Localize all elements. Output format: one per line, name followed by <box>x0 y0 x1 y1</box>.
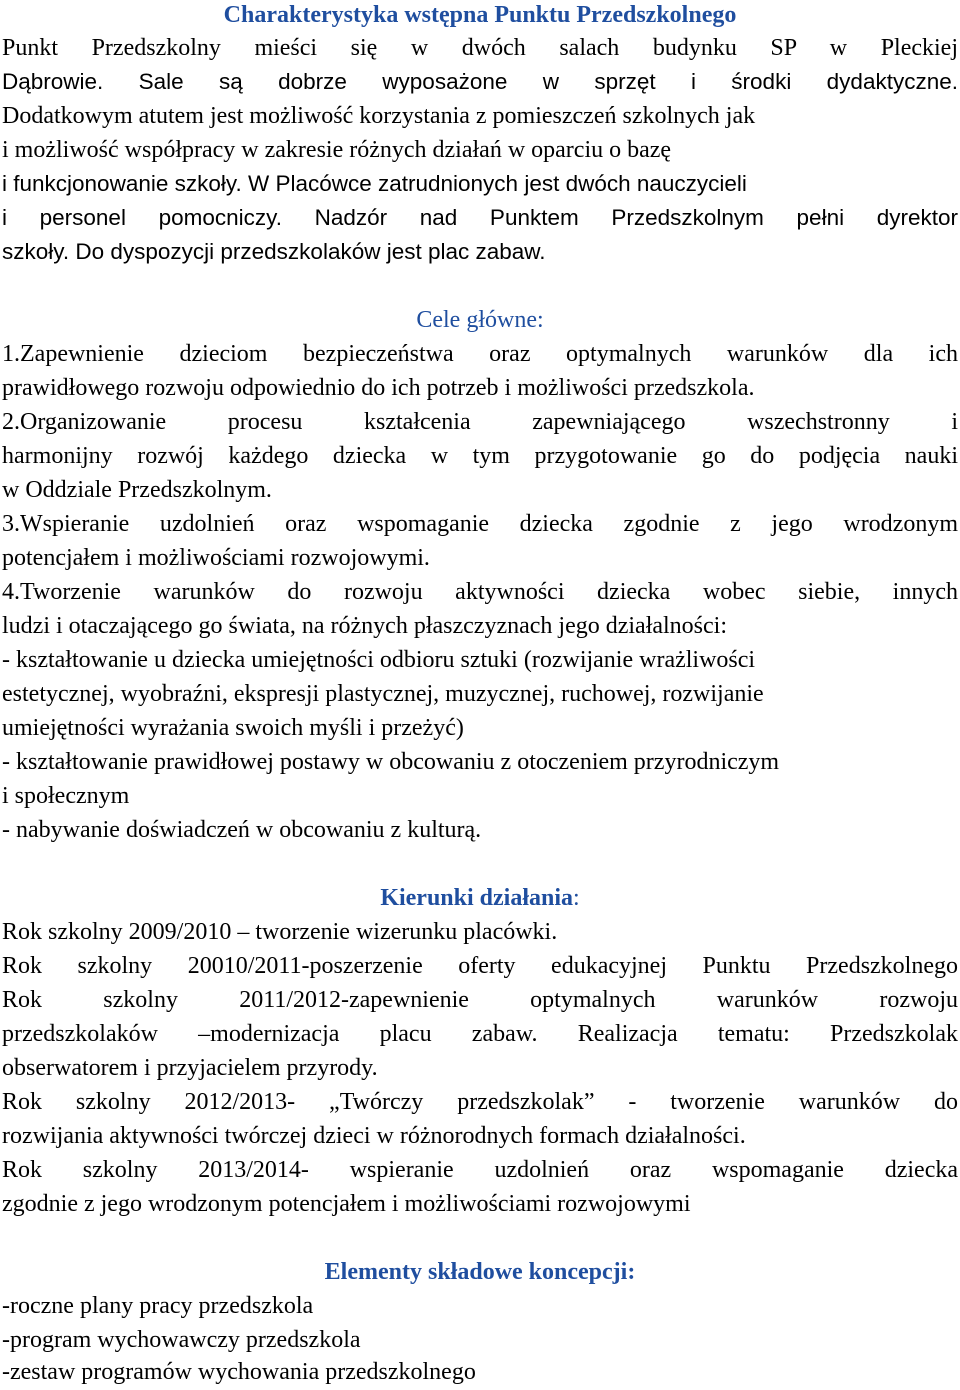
goal-line: 2.Organizowanie procesu kształcenia zapewniającego wszechstronny i <box>2 409 958 435</box>
element-line: -program wychowawczy przedszkola <box>2 1327 361 1353</box>
intro-line: Dodatkowym atutem jest możliwość korzystania z pomieszczeń szkolnych jak <box>2 103 756 129</box>
goal-line: harmonijny rozwój każdego dziecka w tym przygotowanie go do podjęcia nauki <box>2 443 958 469</box>
goal-line: potencjałem i możliwościami rozwojowymi. <box>2 545 430 571</box>
section-heading-characteristics: Charakterystyka wstępna Punktu Przedszkolnego <box>223 2 737 28</box>
goal-line: estetycznej, wyobraźni, ekspresji plastycznej, muzycznej, ruchowej, rozwijanie <box>2 681 764 707</box>
direction-line: rozwijania aktywności twórczej dzieci w różnorodnych formach działalności. <box>2 1123 746 1149</box>
intro-line: szkoły. Do dyspozycji przedszkolaków jest plac zabaw. <box>2 239 546 264</box>
direction-line: Rok szkolny 2011/2012-zapewnienie optymalnych warunków rozwoju <box>2 987 958 1013</box>
direction-line: zgodnie z jego wrodzonym potencjałem i możliwościami rozwojowymi <box>2 1191 691 1217</box>
direction-line: Rok szkolny 2012/2013- „Twórczy przedszkolak” - tworzenie warunków do <box>2 1089 958 1115</box>
directions-heading-colon: : <box>573 885 580 911</box>
direction-line: Rok szkolny 20010/2011-poszerzenie oferty edukacyjnej Punktu Przedszkolnego <box>2 953 958 979</box>
intro-line: i funkcjonowanie szkoły. W Placówce zatrudnionych jest dwóch nauczycieli <box>2 171 747 196</box>
element-line: -zestaw programów wychowania przedszkolnego <box>2 1359 476 1385</box>
goal-line: - kształtowanie u dziecka umiejętności odbioru sztuki (rozwijanie wrażliwości <box>2 647 756 673</box>
goal-line: prawidłowego rozwoju odpowiednio do ich potrzeb i możliwości przedszkola. <box>2 375 755 401</box>
goal-line: 1.Zapewnienie dzieciom bezpieczeństwa oraz optymalnych warunków dla ich <box>2 341 958 367</box>
direction-line: obserwatorem i przyjacielem przyrody. <box>2 1055 378 1081</box>
intro-line: i personel pomocniczy. Nadzór nad Punktem Przedszkolnym pełni dyrektor <box>2 205 958 230</box>
goal-line: w Oddziale Przedszkolnym. <box>2 477 272 503</box>
directions-heading-text: Kierunki działania <box>380 885 574 911</box>
goal-line: - kształtowanie prawidłowej postawy w obcowaniu z otoczeniem przyrodniczym <box>2 749 780 775</box>
element-line: -roczne plany pracy przedszkola <box>2 1293 314 1319</box>
goal-line: - nabywanie doświadczeń w obcowaniu z kulturą. <box>2 817 482 843</box>
direction-line: przedszkolaków –modernizacja placu zabaw. Realizacja tematu: Przedszkolak <box>2 1021 958 1047</box>
goal-line: 4.Tworzenie warunków do rozwoju aktywności dziecka wobec siebie, innych <box>2 579 958 605</box>
section-heading-goals: Cele główne: <box>416 307 544 333</box>
direction-line: Rok szkolny 2009/2010 – tworzenie wizerunku placówki. <box>2 919 558 945</box>
intro-line: i możliwość współpracy w zakresie różnych działań w oparciu o bazę <box>2 137 672 163</box>
goal-line: ludzi i otaczającego go świata, na różnych płaszczyznach jego działalności: <box>2 613 728 639</box>
intro-line: Punkt Przedszkolny mieści się w dwóch salach budynku SP w Pleckiej <box>2 35 958 61</box>
intro-line: Dąbrowie. Sale są dobrze wyposażone w sprzęt i środki dydaktyczne. <box>2 69 958 94</box>
section-heading-elements: Elementy składowe koncepcji: <box>324 1259 636 1285</box>
goal-line: umiejętności wyrażania swoich myśli i przeżyć) <box>2 715 464 741</box>
goal-line: 3.Wspieranie uzdolnień oraz wspomaganie dziecka zgodnie z jego wrodzonym <box>2 511 958 537</box>
section-heading-directions <box>2 881 958 915</box>
direction-line: Rok szkolny 2013/2014- wspieranie uzdolnień oraz wspomaganie dziecka <box>2 1157 958 1183</box>
goal-line: i społecznym <box>2 783 130 809</box>
